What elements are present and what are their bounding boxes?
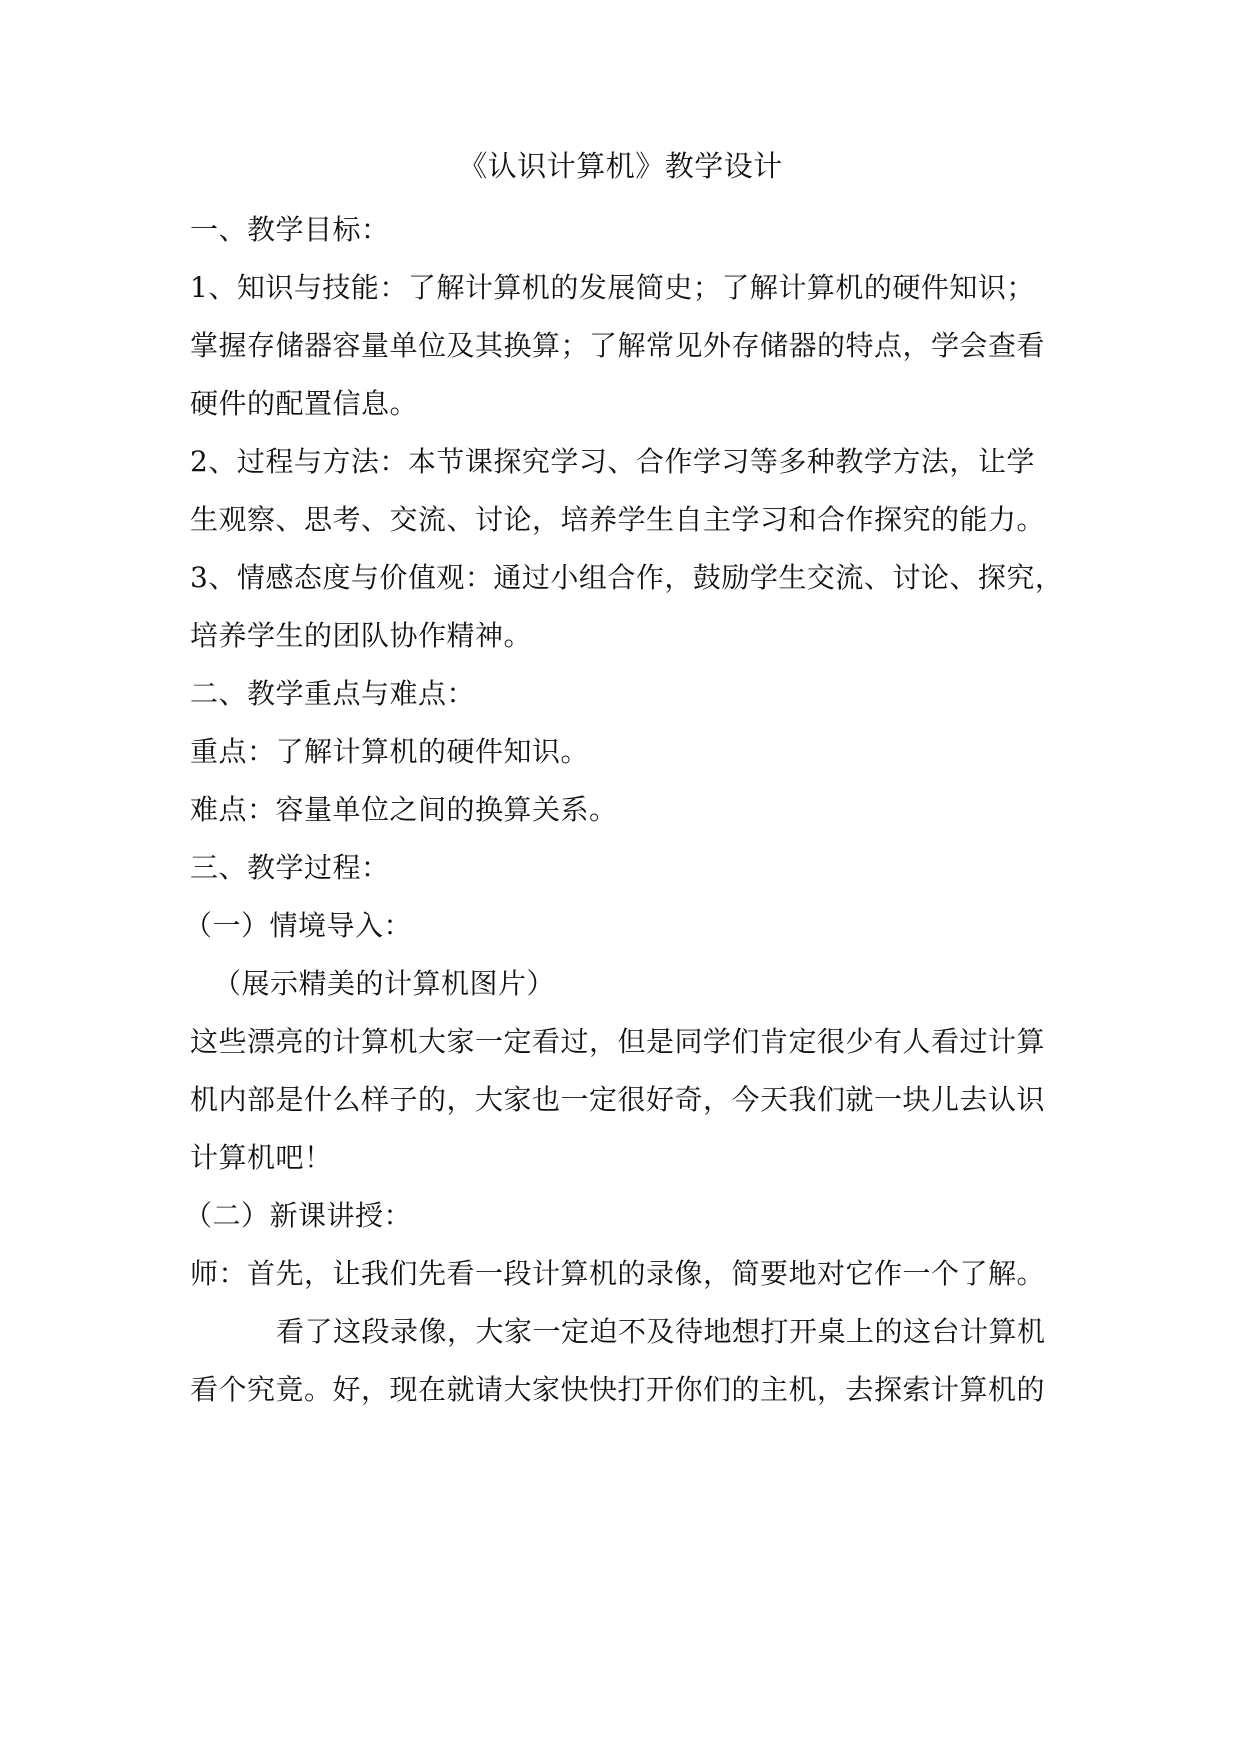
paragraph-line: 看个究竟。好，现在就请大家快快打开你们的主机，去探索计算机的: [190, 1373, 1046, 1406]
section-heading-process: 三、教学过程：: [190, 851, 390, 884]
section-heading-objectives: 一、教学目标：: [190, 213, 390, 246]
section-heading-key-points: 二、教学重点与难点：: [190, 677, 476, 710]
subsection-heading-new-lesson: （二）新课讲授：: [184, 1199, 413, 1232]
paragraph-line: 师：首先，让我们先看一段计算机的录像，简要地对它作一个了解。: [190, 1257, 1046, 1290]
paragraph-line: 硬件的配置信息。: [190, 387, 419, 420]
paragraph-line: 掌握存储器容量单位及其换算；了解常见外存储器的特点，学会查看: [190, 329, 1046, 362]
paragraph-line: 生观察、思考、交流、讨论，培养学生自主学习和合作探究的能力。: [190, 503, 1046, 536]
paragraph-line: 1、知识与技能：了解计算机的发展简史；了解计算机的硬件知识；: [190, 271, 1035, 304]
paragraph-line: 3、情感态度与价值观：通过小组合作，鼓励学生交流、讨论、探究，: [190, 561, 1064, 594]
paragraph-line: 机内部是什么样子的，大家也一定很好奇，今天我们就一块儿去认识: [190, 1083, 1046, 1116]
subsection-heading-intro: （一）情境导入：: [184, 909, 413, 942]
paragraph-line: 这些漂亮的计算机大家一定看过，但是同学们肯定很少有人看过计算: [190, 1025, 1046, 1058]
paragraph-line: 重点：了解计算机的硬件知识。: [190, 735, 590, 768]
paragraph-line: 看了这段录像，大家一定迫不及待地想打开桌上的这台计算机: [276, 1315, 1046, 1348]
paragraph-line: 难点：容量单位之间的换算关系。: [190, 793, 618, 826]
document-title: 《认识计算机》教学设计: [458, 149, 783, 183]
paragraph-line: 计算机吧！: [190, 1141, 333, 1174]
paragraph-line: （展示精美的计算机图片）: [213, 967, 556, 1000]
paragraph-line: 2、过程与方法：本节课探究学习、合作学习等多种教学方法，让学: [190, 445, 1035, 478]
paragraph-line: 培养学生的团队协作精神。: [190, 619, 533, 652]
